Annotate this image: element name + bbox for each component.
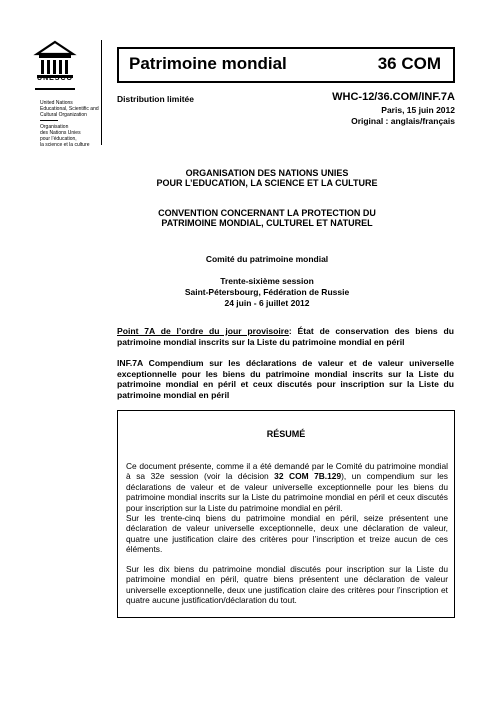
inf-description: INF.7A Compendium sur les déclarations de valeur et de valeur universelle exceptionnelle pour les biens du patrimoine mondial inscrits sur la Liste du patrimoine mondial en péril et ceux discutés pour inscription sur la Liste du patrimoine mondial en péril	[117, 358, 454, 400]
session-line: Trente-sixième session	[220, 276, 314, 286]
session-line: 24 juin - 6 juillet 2012	[224, 298, 310, 308]
agenda-point-text: : État de conservation des biens du patrimoine mondial inscrits sur la Liste du patrimoine mondial en péril	[117, 326, 454, 347]
summary-box	[117, 410, 455, 618]
organisation-line: POUR L’EDUCATION, LA SCIENCE ET LA CULTURE	[156, 178, 378, 188]
org-name-en	[40, 100, 100, 118]
decision-reference: 32 COM 7B.129	[274, 471, 342, 482]
convention-line: PATRIMOINE MONDIAL, CULTUREL ET NATUREL	[161, 218, 373, 228]
document-reference: WHC-12/36.COM/INF.7A	[332, 91, 455, 103]
document-date: Paris, 15 juin 2012	[381, 105, 455, 115]
organisation-heading	[132, 168, 402, 188]
summary-text: Ce document présente, comme il a été demandé par le Comité du patrimoine mondial à sa 32e session (voir la décision	[126, 461, 448, 482]
header-box	[117, 47, 455, 83]
agenda-point	[117, 326, 454, 347]
org-en-line: Educational, Scientific and	[40, 106, 99, 112]
org-fr-line: pour l’éducation,	[40, 136, 77, 142]
convention-line: CONVENTION CONCERNANT LA PROTECTION DU	[158, 208, 376, 218]
organisation-line: ORGANISATION DES NATIONS UNIES	[185, 168, 349, 178]
summary-paragraph-2: Sur les trente-cinq biens du patrimoine mondial en péril, seize présentent une déclaration de valeur universelle exceptionnelle, deux une déclaration de valeur, quatre une justification claire des critères pour l’inscription et treize aucun de ces éléments.	[126, 513, 448, 555]
convention-heading	[132, 208, 402, 228]
org-fr-line: Organisation	[40, 124, 69, 130]
session-code: 36 COM	[377, 54, 441, 73]
summary-heading: RÉSUMÉ	[266, 429, 306, 439]
org-en-line: United Nations	[40, 100, 73, 106]
committee-name: Comité du patrimoine mondial	[205, 254, 329, 264]
summary-paragraph-1	[126, 461, 448, 513]
original-language: Original : anglais/français	[351, 116, 455, 126]
session-info	[132, 276, 402, 309]
unesco-wordmark: UNESCO	[37, 75, 73, 82]
org-en-line: Cultural Organization	[40, 112, 87, 118]
summary-paragraph-3: Sur les dix biens du patrimoine mondial discutés pour inscription sur la Liste du patrimoine mondial en péril, quatre biens présentent une déclaration de valeur universelle exceptionnelle, deux une justification claire des critères pour l’inscription et quatre aucune justification/déclaration du tout.	[126, 564, 448, 606]
org-divider	[40, 120, 58, 121]
document-title: Patrimoine mondial	[129, 54, 287, 73]
org-name-fr	[40, 124, 100, 148]
org-fr-line: des Nations Unies	[40, 130, 81, 136]
agenda-point-label: Point 7A de l’ordre du jour provisoire	[117, 326, 289, 336]
session-line: Saint-Pétersbourg, Fédération de Russie	[184, 287, 350, 297]
header-vertical-divider	[101, 40, 102, 145]
unesco-temple-logo	[33, 40, 77, 98]
distribution-label: Distribution limitée	[117, 94, 194, 104]
org-fr-line: la science et la culture	[40, 142, 90, 148]
summary-text: ), un compendium sur les déclarations de valeur et de valeur universelle exceptionnelle pour les biens du patrimoine mondial inscrits sur la Liste du patrimoine mondial en péril et ceux discutés pour inscription sur la Liste du patrimoine mondial en péril.	[126, 471, 448, 513]
